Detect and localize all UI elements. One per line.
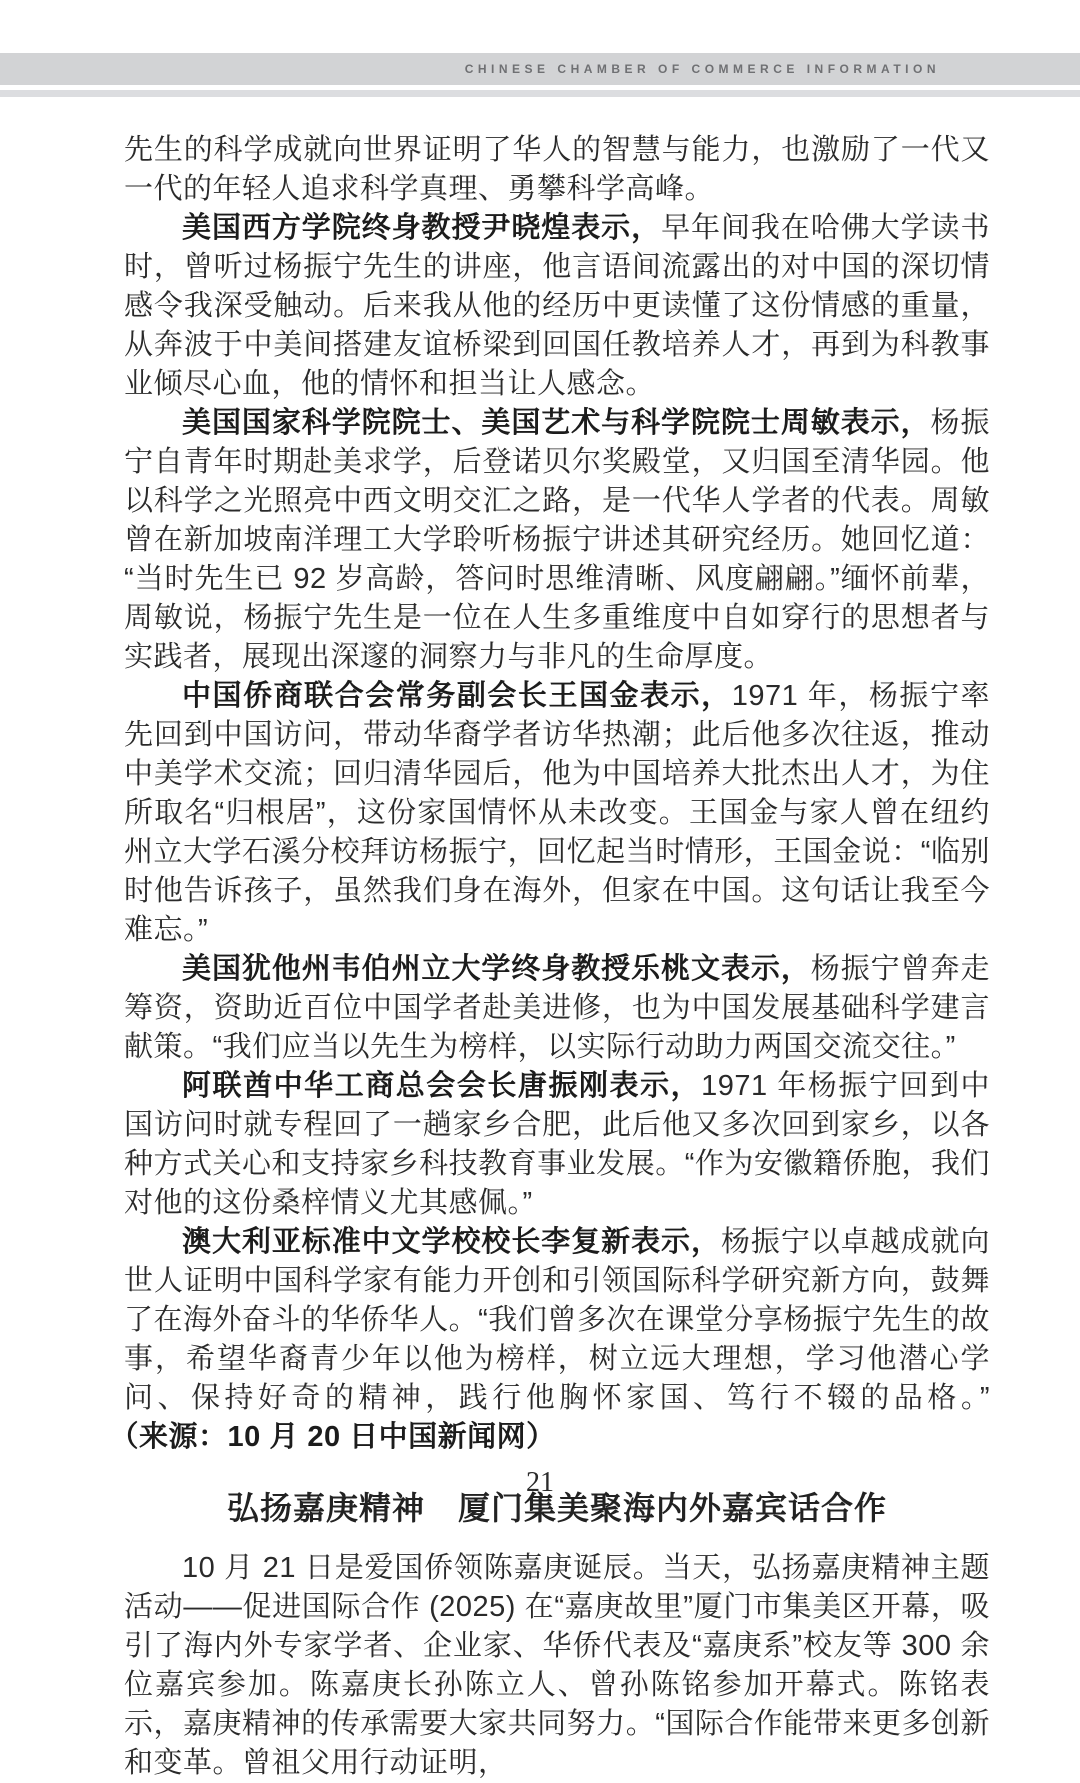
speaker-lead: 美国西方学院终身教授尹晓煌表示， (182, 212, 662, 244)
speaker-lead: 中国侨商联合会常务副会长王国金表示， (182, 680, 732, 712)
paragraph: 美国国家科学院院士、美国艺术与科学院院士周敏表示，杨振宁自青年时期赴美求学，后登诺贝尔奖殿堂，又归国至清华园。他以科学之光照亮中西文明交汇之路，是一代华人学者的代表。周敏曾在新加坡南洋理工大学聆听杨振宁讲述其研究经历。她回忆道：“当时先生已 92 岁高龄，答问时思维清晰、风度翩翩。”缅怀前辈，周敏说，杨振宁先生是一位在人生多重维度中自如穿行的思想者与实践者，展现出深邃的洞察力与非凡的生命厚度。 (124, 407, 990, 673)
header-banner-text: CHINESE CHAMBER OF COMMERCE INFORMATION (464, 62, 940, 76)
header-banner-rule (0, 90, 1080, 97)
speaker-lead: 澳大利亚标准中文学校校长李复新表示， (182, 1226, 721, 1258)
paragraph: 先生的科学成就向世界证明了华人的智慧与能力，也激励了一代又一代的年轻人追求科学真理、勇攀科学高峰。 (124, 134, 990, 205)
paragraph: 美国犹他州韦伯州立大学终身教授乐桃文表示，杨振宁曾奔走筹资，资助近百位中国学者赴美进修，也为中国发展基础科学建言献策。“我们应当以先生为榜样，以实际行动助力两国交流交往。” (124, 953, 990, 1063)
speaker-lead: 美国犹他州韦伯州立大学终身教授乐桃文表示， (182, 953, 811, 985)
speaker-lead: 阿联酋中华工商总会会长唐振刚表示， (182, 1070, 702, 1102)
header-banner (0, 53, 1080, 85)
paragraph: 美国西方学院终身教授尹晓煌表示，早年间我在哈佛大学读书时，曾听过杨振宁先生的讲座，他言语间流露出的对中国的深切情感令我深受触动。后来我从他的经历中更读懂了这份情感的重量，从奔波于中美间搭建友谊桥梁到回国任教培养人才，再到为科教事业倾尽心血，他的情怀和担当让人感念。 (124, 212, 990, 400)
speaker-lead: 美国国家科学院院士、美国艺术与科学院院士周敏表示， (182, 407, 931, 439)
paragraph: 阿联酋中华工商总会会长唐振刚表示，1971 年杨振宁回到中国访问时就专程回了一趟家乡合肥，此后他又多次回到家乡，以各种方式关心和支持家乡科技教育事业发展。“作为安徽籍侨胞，我们对他的这份桑梓情义尤其感佩。” (124, 1070, 990, 1219)
paragraph: 10 月 21 日是爱国侨领陈嘉庚诞辰。当天，弘扬嘉庚精神主题活动——促进国际合作 (2025) 在“嘉庚故里”厦门市集美区开幕，吸引了海内外专家学者、企业家、华侨代表及“嘉庚系”校友等 300 余位嘉宾参加。陈嘉庚长孙陈立人、曾孙陈铭参加开幕式。陈铭表示，嘉庚精神的传承需要大家共同努力。“国际合作能带来更多创新和变革。曾祖父用行动证明， (124, 1552, 990, 1779)
page-footer (0, 1467, 1080, 1499)
page-number: 21 (526, 1467, 554, 1498)
article2-title: 弘扬嘉庚精神 厦门集美聚海内外嘉宾话合作 (226, 1490, 887, 1526)
source-note: （来源：10 月 20 日中国新闻网） (124, 1421, 556, 1453)
article1-paragraphs (124, 131, 990, 1457)
paragraph: 澳大利亚标准中文学校校长李复新表示，杨振宁以卓越成就向世人证明中国科学家有能力开创和引领国际科学研究新方向，鼓舞了在海外奋斗的华侨华人。“我们曾多次在课堂分享杨振宁先生的故事，希望华裔青少年以他为榜样，树立远大理想，学习他潜心学问、保持好奇的精神，践行他胸怀家国、笃行不辍的品格。” （来源：10 月 20 日中国新闻网） (124, 1226, 990, 1453)
article2-paragraphs (124, 1549, 990, 1783)
article-body (124, 131, 990, 1783)
paragraph: 中国侨商联合会常务副会长王国金表示，1971 年，杨振宁率先回到中国访问，带动华裔学者访华热潮；此后他多次往返，推动中美学术交流；回归清华园后，他为中国培养大批杰出人才，为住所取名“归根居”，这份家国情怀从未改变。王国金与家人曾在纽约州立大学石溪分校拜访杨振宁，回忆起当时情形，王国金说：“临别时他告诉孩子，虽然我们身在海外，但家在中国。这句话让我至今难忘。” (124, 680, 990, 946)
